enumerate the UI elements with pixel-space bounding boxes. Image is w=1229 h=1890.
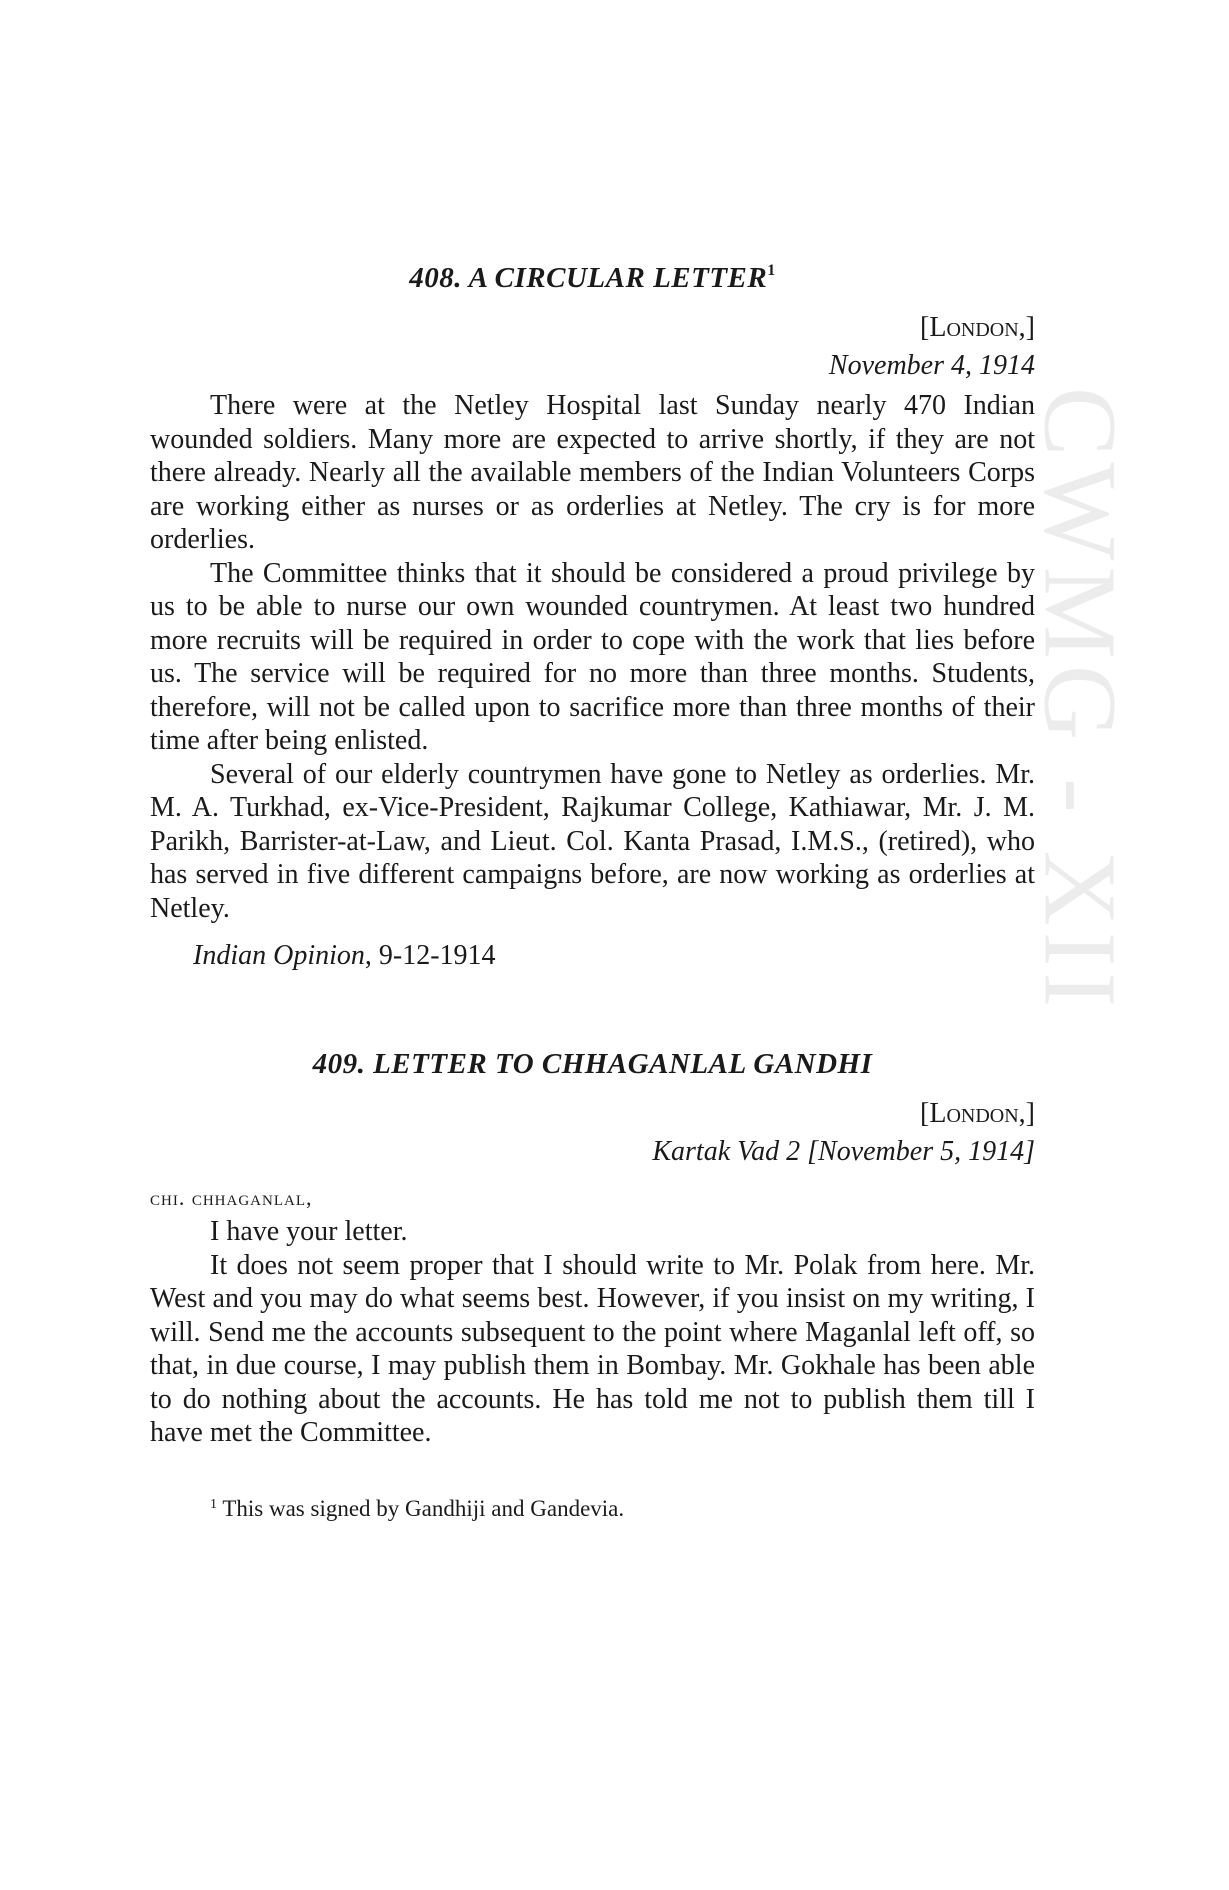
source-date: , 9-12-1914 xyxy=(364,940,496,971)
footnote-text: This was signed by Gandhiji and Gandevia. xyxy=(222,1495,625,1521)
section-409-place: [London,] xyxy=(920,1098,1035,1129)
watermark: CWMG - XII xyxy=(1022,386,1138,1014)
section-409-heading: 409. LETTER TO CHHAGANLAL GANDHI xyxy=(312,1048,873,1080)
section-409-date: Kartak Vad 2 [November 5, 1914] xyxy=(652,1136,1035,1167)
section-408-heading xyxy=(150,248,1035,301)
section-409-paragraph-2: It does not seem proper that I should write to Mr. Polak from here. Mr. West and you may do what seems best. However, if you insist on my writing, I will. Send me the accounts subsequent to the point where Maganlal left off, so that, in due course, I may publish them in Bombay. Mr. Gokhale has been able to do nothing about the accounts. He has told me not to publish them till I have met the Committee. xyxy=(150,1249,1035,1448)
footnote-ref: 1 xyxy=(767,262,776,279)
footnote-marker: 1 xyxy=(210,1496,217,1512)
section-408-title: 408. A CIRCULAR LETTER xyxy=(409,262,768,294)
document-page xyxy=(150,248,1035,1524)
section-408-source xyxy=(193,939,1035,973)
section-408-paragraph-2: The Committee thinks that it should be considered a proud privilege by us to be able to nurse our own wounded countrymen. At least two hundred more recruits will be required in order to cope with the work that lies before us. The service will be required for no more than three months. Students, therefore, will not be called upon to sacrifice more than three months of their time after being enlisted. xyxy=(150,557,1035,756)
section-408-date: November 4, 1914 xyxy=(828,350,1035,381)
section-409-paragraph-1: I have your letter. xyxy=(210,1216,408,1247)
salutation: chi. chhaganlal, xyxy=(150,1185,313,1210)
source-title: Indian Opinion xyxy=(193,940,365,971)
section-408-paragraph-3: Several of our elderly countrymen have gone to Netley as orderlies. Mr. M. A. Turkhad, ex-Vice-President, Rajkumar College, Kathiawar, Mr. J. M. Parikh, Barrister-at-Law, and Lieut. Col. Kanta Prasad, I.M.S., (retired), who has served in five different campaigns before, are now working as orderlies at Netley. xyxy=(150,758,1035,924)
section-408-place: [London,] xyxy=(920,312,1035,343)
footnote xyxy=(210,1490,1035,1524)
section-408-paragraph-1: There were at the Netley Hospital last Sunday nearly 470 Indian wounded soldiers. Many more are expected to arrive shortly, if they are not there already. Nearly all the available members of the Indian Volunteers Corps are working either as nurses or as orderlies at Netley. The cry is for more orderlies. xyxy=(150,390,1035,555)
